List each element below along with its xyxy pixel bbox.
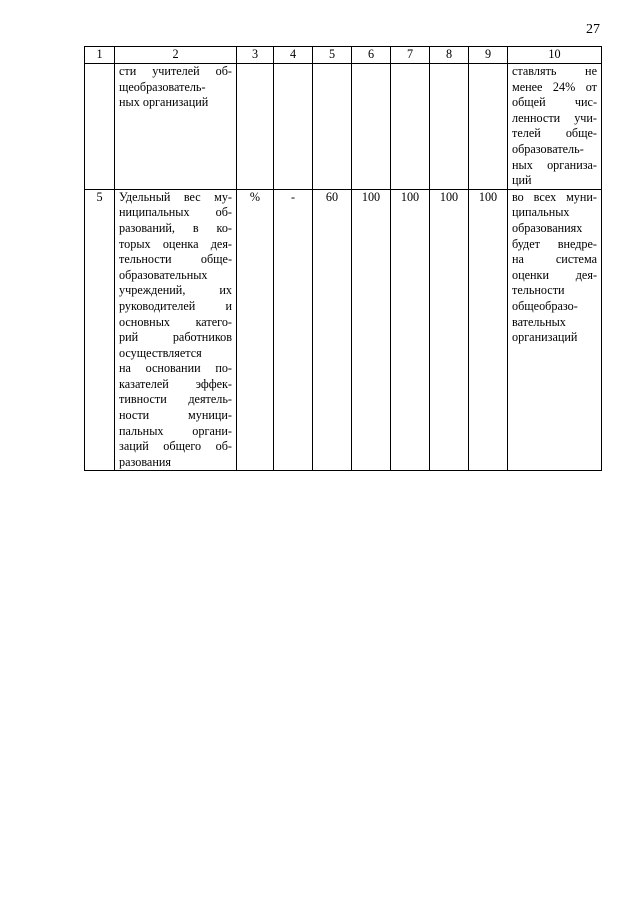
text-line: щеобразователь- [119, 79, 206, 94]
text-line: тельности [512, 283, 565, 298]
value-cell [313, 64, 352, 190]
indicator-name-cell [115, 64, 237, 190]
text-line: общеобразо- [512, 298, 578, 313]
value-cell: 60 [313, 189, 352, 471]
text-line: казателей эффек- [119, 376, 232, 391]
text-line: тельности обще- [119, 252, 232, 267]
table-row [85, 64, 602, 190]
text-line: руководителей и [119, 298, 232, 313]
header-cell: 8 [430, 47, 469, 64]
header-cell: 2 [115, 47, 237, 64]
text-line: ных организа- [512, 157, 597, 172]
text-line: основных катего- [119, 314, 232, 329]
result-description-cell [508, 189, 602, 471]
header-cell: 1 [85, 47, 115, 64]
text-line: менее 24% от [512, 79, 597, 94]
text-line: на основании по- [119, 361, 232, 376]
text-line: оценки дея- [512, 267, 597, 282]
text-line: ниципальных об- [119, 205, 232, 220]
text-line: заций общего об- [119, 439, 232, 454]
header-cell: 10 [508, 47, 602, 64]
indicator-table [84, 46, 602, 471]
row-number-cell: 5 [85, 189, 115, 471]
text-line: вательных [512, 314, 566, 329]
text-line: осуществляется [119, 345, 202, 360]
text-line: ставлять не [512, 64, 597, 78]
text-line: пальных органи- [119, 423, 232, 438]
text-line: образованиях [512, 220, 583, 235]
text-line: ных организаций [119, 95, 209, 110]
text-line: образовательных [119, 267, 208, 282]
header-cell: 6 [352, 47, 391, 64]
value-cell [391, 64, 430, 190]
value-cell: - [274, 189, 313, 471]
text-line: образователь- [512, 141, 584, 156]
text-line: разований, в ко- [119, 220, 232, 235]
text-line: будет внедре- [512, 236, 597, 251]
text-line: телей обще- [512, 126, 597, 141]
value-cell: 100 [352, 189, 391, 471]
header-cell: 4 [274, 47, 313, 64]
value-cell [274, 64, 313, 190]
text-line: на система [512, 252, 597, 267]
row-number-cell [85, 64, 115, 190]
text-line: разования [119, 454, 171, 469]
text-line: рий работников [119, 330, 232, 345]
text-line: ций [512, 173, 532, 188]
indicator-name-cell [115, 189, 237, 471]
text-line: общей чис- [512, 95, 597, 110]
text-line: тивности деятель- [119, 392, 232, 407]
value-cell [469, 64, 508, 190]
unit-cell: % [237, 189, 274, 471]
text-line: ципальных [512, 205, 570, 220]
value-cell [352, 64, 391, 190]
header-cell: 9 [469, 47, 508, 64]
header-cell: 7 [391, 47, 430, 64]
result-description-cell [508, 64, 602, 190]
text-line: учреждений, их [119, 283, 232, 298]
text-line: во всех муни- [512, 189, 597, 204]
text-line: ленности учи- [512, 110, 597, 125]
page-number: 27 [586, 22, 600, 37]
table-row [85, 189, 602, 471]
value-cell: 100 [430, 189, 469, 471]
header-cell: 3 [237, 47, 274, 64]
header-cell: 5 [313, 47, 352, 64]
text-line: сти учителей об- [119, 64, 232, 78]
unit-cell [237, 64, 274, 190]
text-line: ности муници- [119, 408, 232, 423]
text-line: торых оценка дея- [119, 236, 232, 251]
table-header-row [85, 47, 602, 64]
value-cell: 100 [469, 189, 508, 471]
value-cell: 100 [391, 189, 430, 471]
text-line: организаций [512, 330, 578, 345]
text-line: Удельный вес му- [119, 189, 232, 204]
value-cell [430, 64, 469, 190]
